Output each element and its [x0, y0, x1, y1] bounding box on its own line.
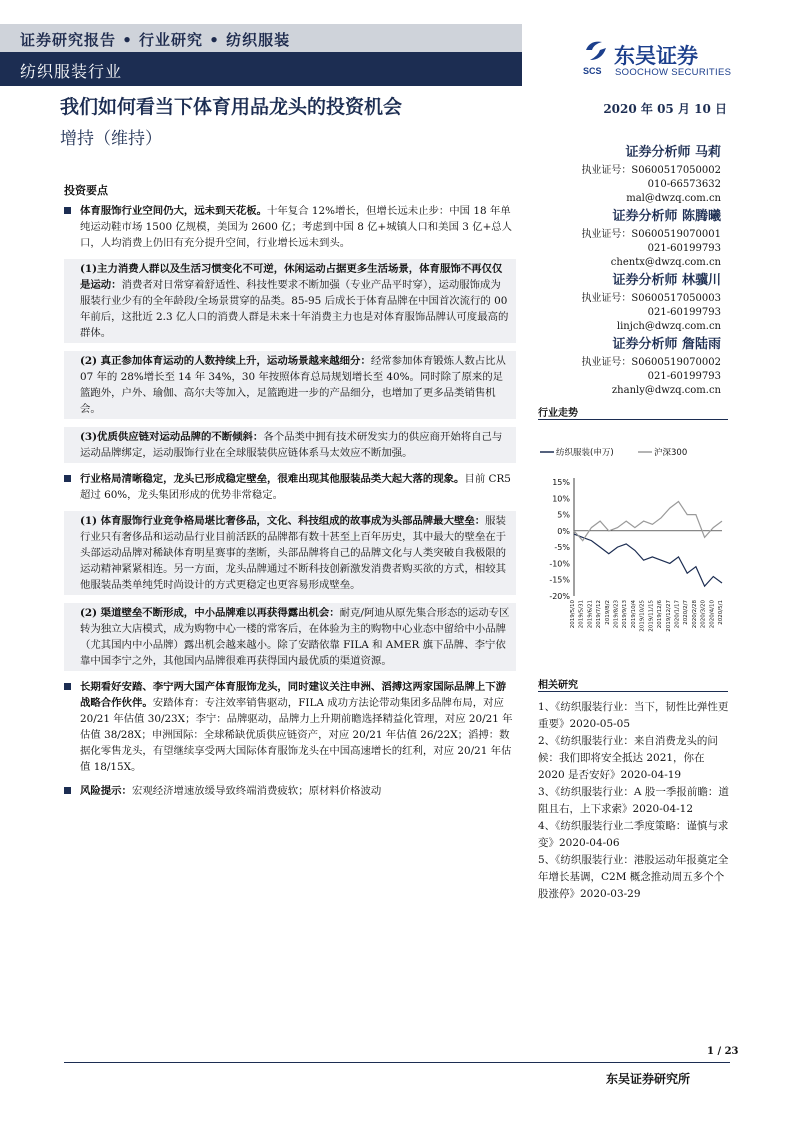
- analyst-phone: 021-60199793: [647, 371, 721, 382]
- analyst-email[interactable]: zhanly@dwzq.com.cn: [611, 385, 721, 396]
- analyst-card: [581, 142, 721, 206]
- industry-trend-chart: [538, 440, 728, 640]
- x-tick-label: 2019/10/4: [630, 600, 637, 629]
- trend-divider: [538, 419, 728, 420]
- y-tick-label: 5%: [557, 510, 570, 520]
- x-tick-label: 2020/1/17: [674, 600, 681, 629]
- related-item[interactable]: 5、《纺织服装行业：港股运动年报奠定全年增长基调，C2M 概念推动周五多个个股涨停》2020-03-29: [538, 854, 729, 900]
- page-number: 1 / 23: [707, 1046, 739, 1057]
- breadcrumb: 证券研究报告 • 行业研究 • 纺织服装: [20, 31, 291, 49]
- summary-subpoint: [64, 427, 516, 463]
- logo-mark-icon: [582, 38, 610, 78]
- x-tick-label: 2020/4/10: [709, 600, 716, 629]
- y-tick-label: -5%: [554, 543, 570, 553]
- point-lead: (1)主力消费人群以及生活习惯变化不可逆，休闲运动占据更多生活场景，体育服饰不再仅仅是运动：: [80, 263, 503, 291]
- y-tick-label: 10%: [552, 494, 570, 504]
- sector-label: 纺织服装行业: [20, 62, 123, 81]
- summary-point: [64, 679, 516, 775]
- point-text: 经常参加体育锻炼人数占比从 07 年的 28%增长至 14 年 34%，30 年按照体育总局规划增长至 40%。同时除了原来的足篮跑外，户外、瑜伽、高尔夫等加入，足篮跑进一步的产品细分，也增加了更多品类销售机会。: [80, 355, 506, 415]
- analyst-card: [581, 206, 721, 270]
- point-text: 服装行业只有奢侈品和运动品行业目前活跃的品牌都有数十甚至上百年历史，其中最大的壁垒在于头部运动品牌对稀缺体育明星赛事的垄断，头部品牌将自己的品牌文化与人类突破自我极限的运动精神紧紧相连。另一方面，龙头品牌通过不断科技创新激发消费者购买欲的方式，相较其他服装品类单纯凭时尚设计的方式更稳定也更容易形成壁垒。: [80, 515, 507, 591]
- x-tick-label: 2019/7/12: [596, 600, 603, 629]
- logo-mark-text: SCS: [583, 66, 602, 76]
- analyst-card: [581, 270, 721, 334]
- summary-subpoint: [64, 603, 516, 671]
- related-item[interactable]: 1、《纺织服装行业：当下，韧性比弹性更重要》2020-05-05: [538, 701, 729, 730]
- analyst-license: 执业证号：S0600519070001: [581, 229, 721, 240]
- related-list: [538, 699, 732, 903]
- analyst-email[interactable]: linjch@dwzq.com.cn: [616, 321, 721, 332]
- analyst-name: 证券分析师 詹陆雨: [612, 337, 721, 352]
- analyst-card: [581, 334, 721, 398]
- analyst-name: 证券分析师 马莉: [625, 145, 721, 160]
- point-lead: (2) 渠道壁垒不断形成，中小品牌难以再获得露出机会：: [80, 607, 340, 619]
- x-tick-label: 2019/12/27: [665, 600, 672, 632]
- footer-org: 东吴证券研究所: [606, 1072, 691, 1086]
- summary-subpoint: [64, 351, 516, 419]
- point-lead: 体育服饰行业空间仍大，远未到天花板。: [80, 205, 268, 217]
- summary-point: [64, 471, 516, 503]
- analyst-name: 证券分析师 陈腾曦: [612, 209, 721, 224]
- risk-warning: [64, 783, 516, 799]
- breadcrumb-band: [0, 24, 522, 52]
- x-tick-label: 2019/5/31: [578, 600, 585, 629]
- x-tick-label: 2019/8/23: [613, 600, 620, 629]
- x-tick-label: 2020/5/1: [718, 600, 724, 625]
- x-tick-label: 2019/5/10: [570, 600, 576, 629]
- x-tick-label: 2020/3/20: [700, 600, 707, 629]
- x-tick-label: 2019/8/2: [604, 600, 611, 625]
- sector-band: [0, 52, 522, 86]
- rating: 增持（维持）: [60, 129, 162, 149]
- legend-label: 沪深300: [654, 448, 688, 458]
- company-logo: [582, 38, 782, 82]
- report-date: 2020 年 05 月 10 日: [603, 102, 727, 116]
- risk-label: 风险提示：: [80, 785, 132, 797]
- series-line: [574, 534, 722, 586]
- summary-body: [64, 203, 516, 807]
- x-tick-label: 2020/2/7: [683, 600, 690, 625]
- y-tick-label: -10%: [549, 559, 570, 569]
- x-tick-label: 2019/9/13: [622, 600, 629, 629]
- risk-text: 宏观经济增速放缓导致终端消费疲软；原材料价格波动: [131, 785, 382, 797]
- related-title: 相关研究: [538, 680, 578, 691]
- analyst-phone: 010-66573632: [647, 179, 721, 190]
- x-tick-label: 2019/10/25: [639, 600, 646, 632]
- point-lead: 长期看好安踏、李宁两大国产体育服饰龙头，同时建议关注申洲、滔搏这两家国际品牌上下游战略合作伙伴。: [80, 681, 507, 709]
- summary-subpoint: [64, 259, 516, 343]
- point-lead: 行业格局清晰稳定，龙头已形成稳定壁垒，很难出现其他服装品类大起大落的现象。: [80, 473, 465, 485]
- point-lead: (3)优质供应链对运动品牌的不断倾斜：: [80, 431, 264, 443]
- point-text: 安踏体育：专注效率销售驱动，FILA 成功方法论带动集团多品牌布局，对应 20/21 年估值 30/23X；李宁：品牌驱动，品牌力上升期前瞻选择精益化管理，对应 20/21 年估值 38/28X；申洲国际：全球稀缺优质供应链资产，对应 20/21 年估值 26/22X；滔搏：数据化零售龙头，有望继续享受两大国际体育服饰龙头在中国高速增长的红利，对应 20/21 年估值 18/15X。: [80, 697, 513, 773]
- analyst-email[interactable]: chentx@dwzq.com.cn: [610, 257, 721, 268]
- x-tick-label: 2019/11/15: [648, 600, 655, 632]
- analyst-phone: 021-60199793: [647, 243, 721, 254]
- summary-point: [64, 203, 516, 251]
- point-lead: (2) 真正参加体育运动的人数持续上升，运动场景越来越细分：: [80, 355, 371, 367]
- x-tick-label: 2019/6/21: [587, 600, 594, 629]
- logo-text-cn: 东吴证券: [614, 44, 698, 68]
- analyst-license: 执业证号：S0600519070002: [581, 357, 721, 368]
- trend-title: 行业走势: [538, 408, 578, 419]
- y-tick-label: 15%: [552, 478, 570, 487]
- point-text: 耐克/阿迪从原先集合形态的运动专区转为独立大店模式，成为购物中心一楼的常客后，在体验为主的购物中心业态中留给中小品牌（尤其国内中小品牌）露出机会越来越小。除了安踏依靠 FILA 和 AMER 旗下品牌、李宁依靠中国李宁之外，其他国内品牌很难再获得国内最优质的渠道资源。: [80, 607, 510, 667]
- related-item[interactable]: 4、《纺织服装行业二季度策略：谨慎与求变》2020-04-06: [538, 820, 729, 849]
- footer-divider: [64, 1062, 730, 1063]
- point-text: 各个品类中拥有技术研发实力的供应商开始将自己与运动品牌绑定，运动服饰行业在全球服装供应链体系马太效应不断加强。: [80, 431, 503, 459]
- related-divider: [538, 691, 728, 692]
- analyst-license: 执业证号：S0600517050003: [581, 293, 721, 304]
- report-title: 我们如何看当下体育用品龙头的投资机会: [60, 96, 403, 118]
- analyst-license: 执业证号：S0600517050002: [581, 165, 721, 176]
- x-tick-label: 2020/2/28: [691, 600, 698, 629]
- series-line: [574, 502, 722, 541]
- related-item[interactable]: 3、《纺织服装行业：A 股一季报前瞻：道阻且右，上下求索》2020-04-12: [538, 786, 729, 815]
- point-text: 目前 CR5 超过 60%，龙头集团形成的优势非常稳定。: [80, 473, 511, 501]
- x-tick-label: 2019/12/6: [657, 600, 664, 629]
- y-tick-label: -15%: [549, 575, 570, 585]
- summary-title: 投资要点: [64, 184, 108, 197]
- analyst-email[interactable]: mal@dwzq.com.cn: [626, 193, 721, 204]
- analyst-name: 证券分析师 林骥川: [612, 273, 721, 288]
- point-lead: (1) 体育服饰行业竞争格局堪比奢侈品，文化、科技组成的故事成为头部品牌最大壁垒：: [80, 515, 486, 527]
- y-tick-label: 0%: [557, 526, 570, 536]
- related-item[interactable]: 2、《纺织服装行业：来自消费龙头的问候：我们即将安全抵达 2021，你在 2020 是否安好》2020-04-19: [538, 735, 718, 781]
- summary-subpoint: [64, 511, 516, 595]
- point-text: 十年复合 12%增长，但增长远未止步：中国 18 年单纯运动鞋市场 1500 亿规模，美国为 2600 亿；考虑到中国 8 亿+城镇人口和美国 3 亿+总人口，人均消费上仍旧有充分提升空间，行业增长远未到头。: [80, 205, 513, 249]
- analyst-phone: 021-60199793: [647, 307, 721, 318]
- logo-text-en: SOOCHOW SECURITIES: [615, 67, 732, 78]
- y-tick-label: -20%: [549, 592, 570, 601]
- point-text: 消费者对日常穿着舒适性、科技性要求不断加强（专业产品平时穿），运动服饰成为服装行业少有的全年龄段/全场景贯穿的品类。85-95 后成长于体育品牌在中国首次流行的 00 年前后，这批近 2.3 亿人口的消费人群是未来十年消费主力也是对体育服饰品牌认可度最高的群体。: [80, 279, 509, 339]
- legend-label: 纺织服装(申万): [556, 448, 614, 458]
